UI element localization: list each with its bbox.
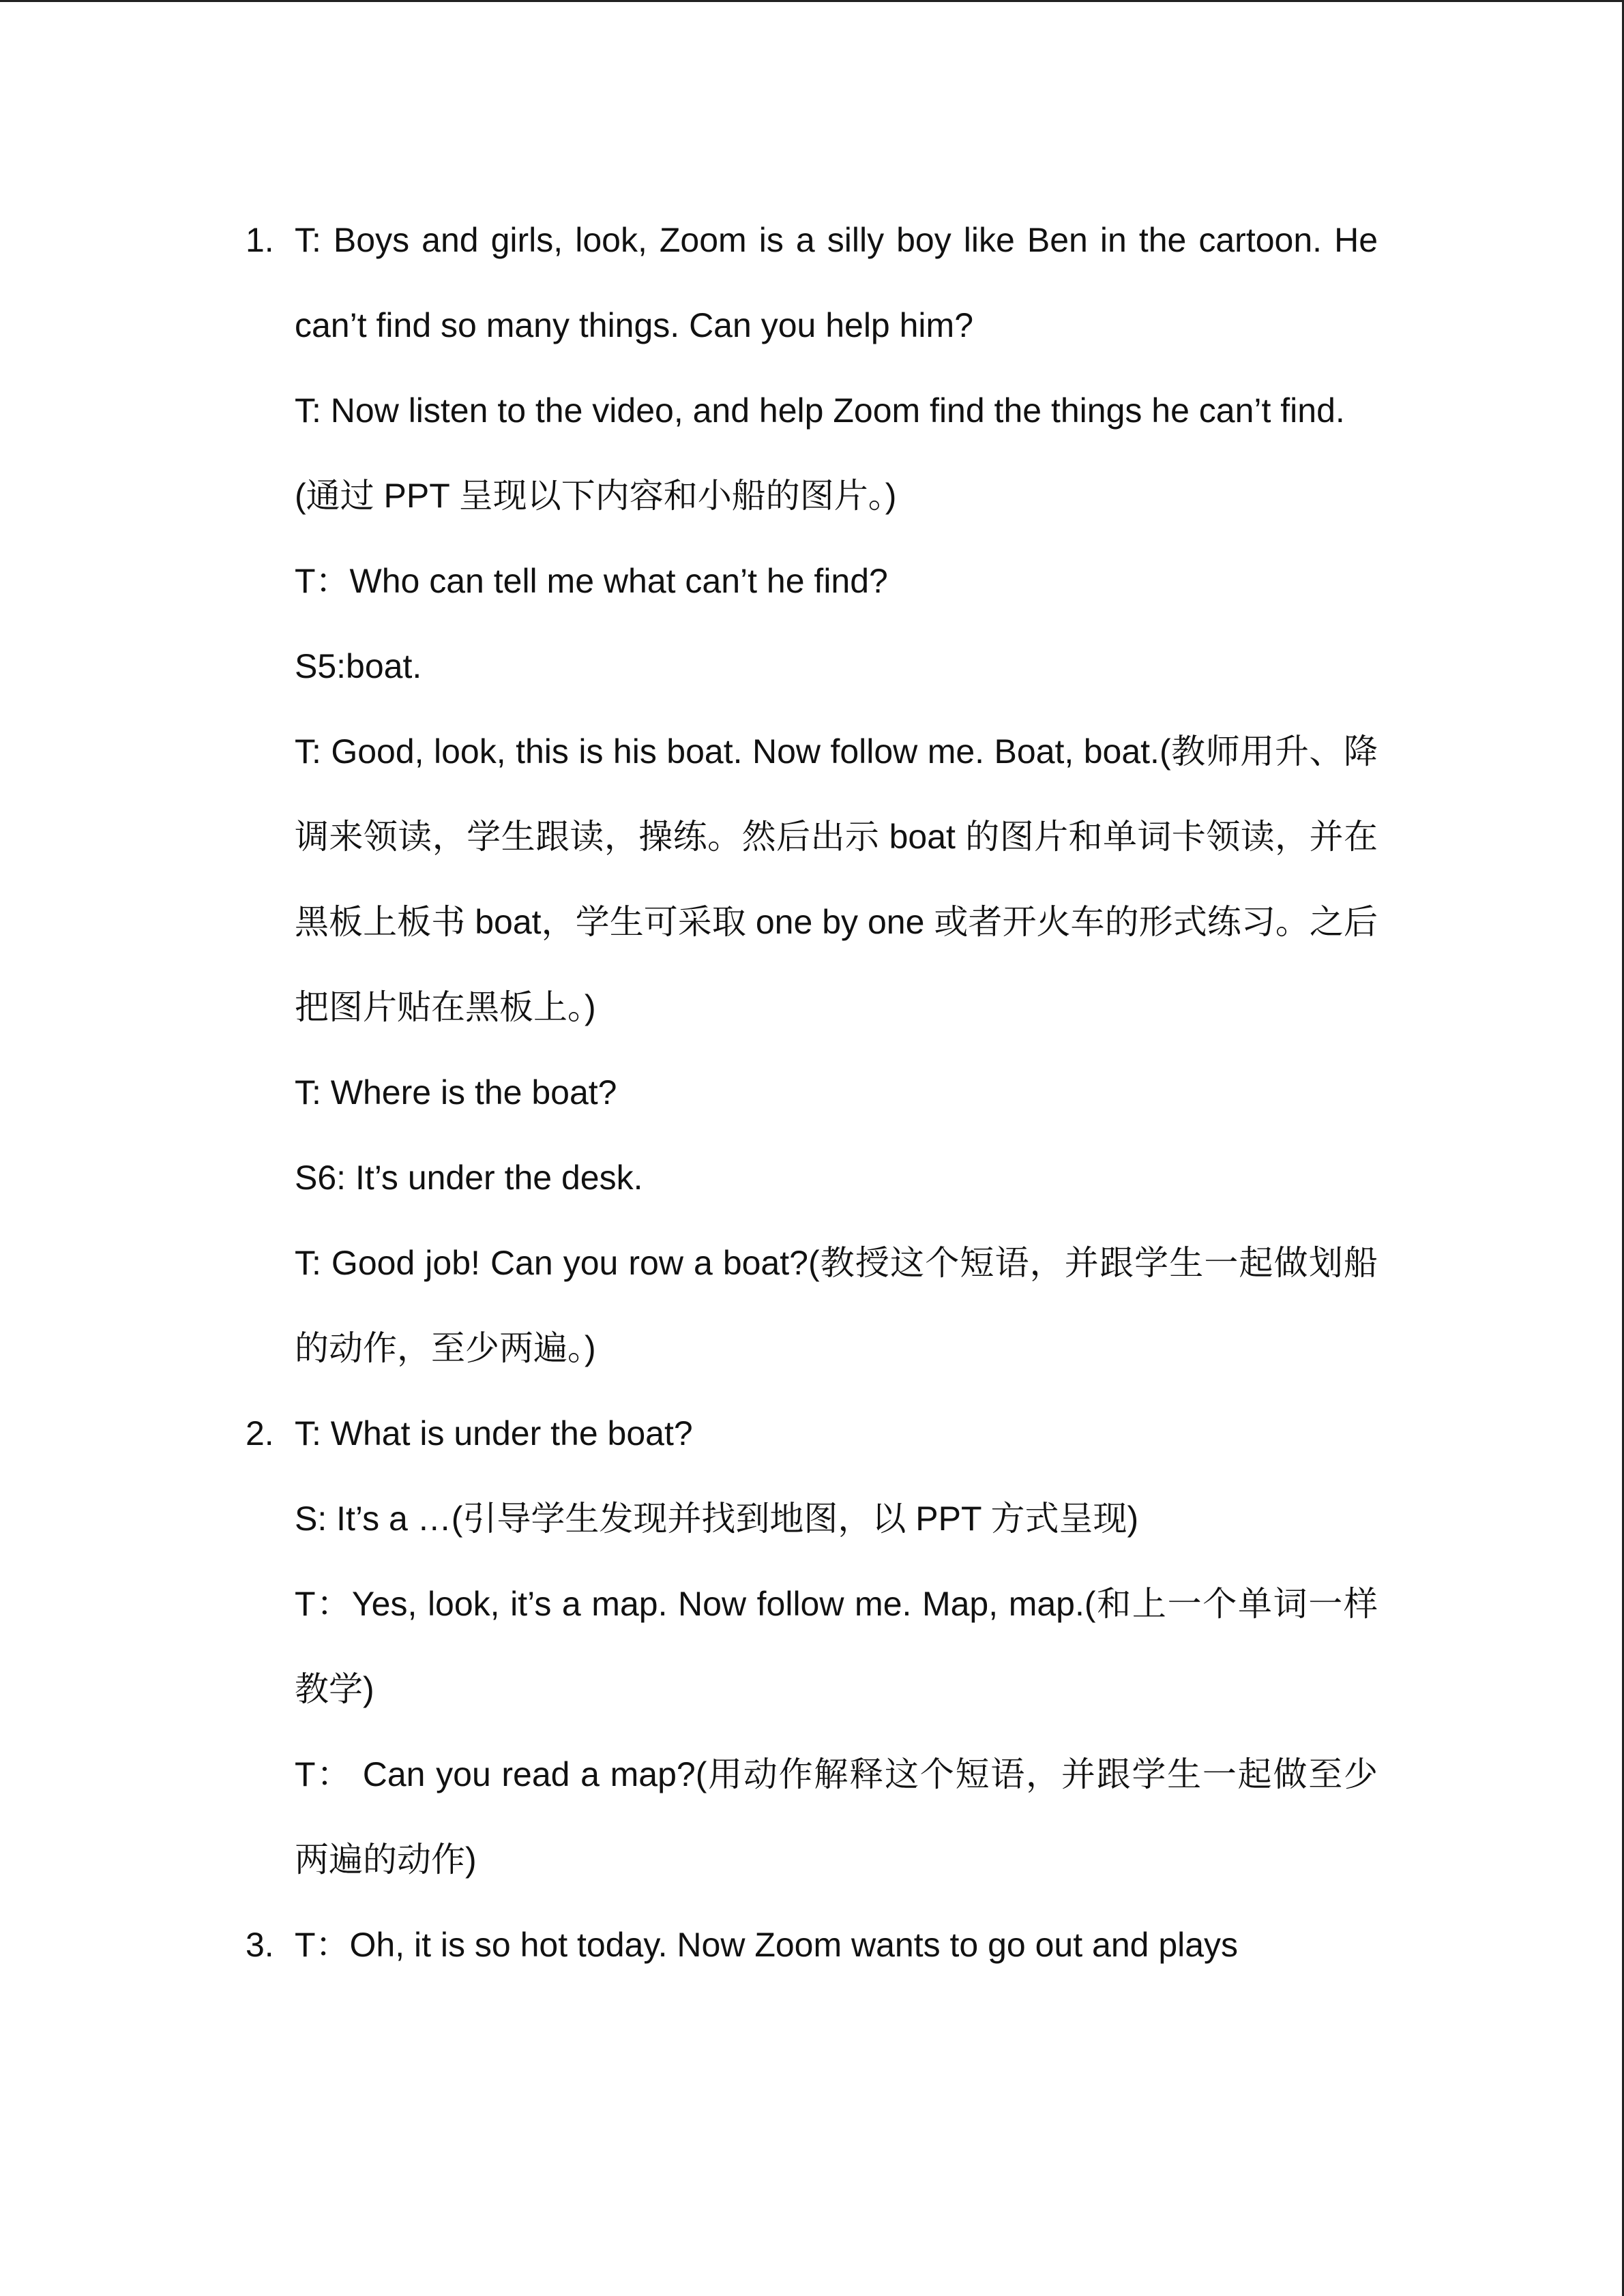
list-number: 1. [246,221,274,259]
paragraph: T: Boys and girls, look, Zoom is a silly boy like Ben in the cartoon. He can’t find so many things. Can you help him? [295,221,1378,344]
list-item-body [295,1391,1378,1903]
list-number: 2. [246,1414,274,1452]
list-item-1 [246,198,1378,1391]
paragraph: (通过 PPT 呈现以下内容和小船的图片。) [295,477,897,515]
list-item-body [295,1903,1378,1988]
paragraph: T: What is under the boat? [295,1414,693,1452]
paragraph: T: Good, look, this is his boat. Now follow me. Boat, boat.(教师用升、降调来领读，学生跟读，操练。然后出示 boat 的图片和单词卡领读，并在黑板上板书 boat，学生可采取 one by one 或者开火车的形式练习。之后把图片贴在黑板上。) [295,732,1378,1026]
document-content [246,198,1378,1988]
paragraph: T： Can you read a map?(用动作解释这个短语，并跟学生一起做至少两遍的动作) [295,1755,1378,1879]
paragraph: T: Good job! Can you row a boat?(教授这个短语，并跟学生一起做划船的动作，至少两遍。) [295,1244,1378,1367]
paragraph: T：Yes, look, it’s a map. Now follow me. Map, map.(和上一个单词一样教学) [295,1585,1378,1708]
list-number: 3. [246,1926,274,1964]
paragraph: T：Who can tell me what can’t he find? [295,562,888,600]
paragraph: T: Now listen to the video, and help Zoom find the things he can’t find. [295,391,1345,430]
list-item-2 [246,1391,1378,1903]
page-top-border [0,0,1624,2]
paragraph: T: Where is the boat? [295,1073,617,1112]
paragraph: S5:boat. [295,647,422,685]
paragraph: S: It’s a …(引导学生发现并找到地图，以 PPT 方式呈现) [295,1500,1139,1538]
list-item-body [295,198,1378,1391]
list-item-3 [246,1903,1378,1988]
paragraph: T：Oh, it is so hot today. Now Zoom wants to go out and plays [295,1926,1239,1964]
paragraph: S6: It’s under the desk. [295,1159,643,1197]
